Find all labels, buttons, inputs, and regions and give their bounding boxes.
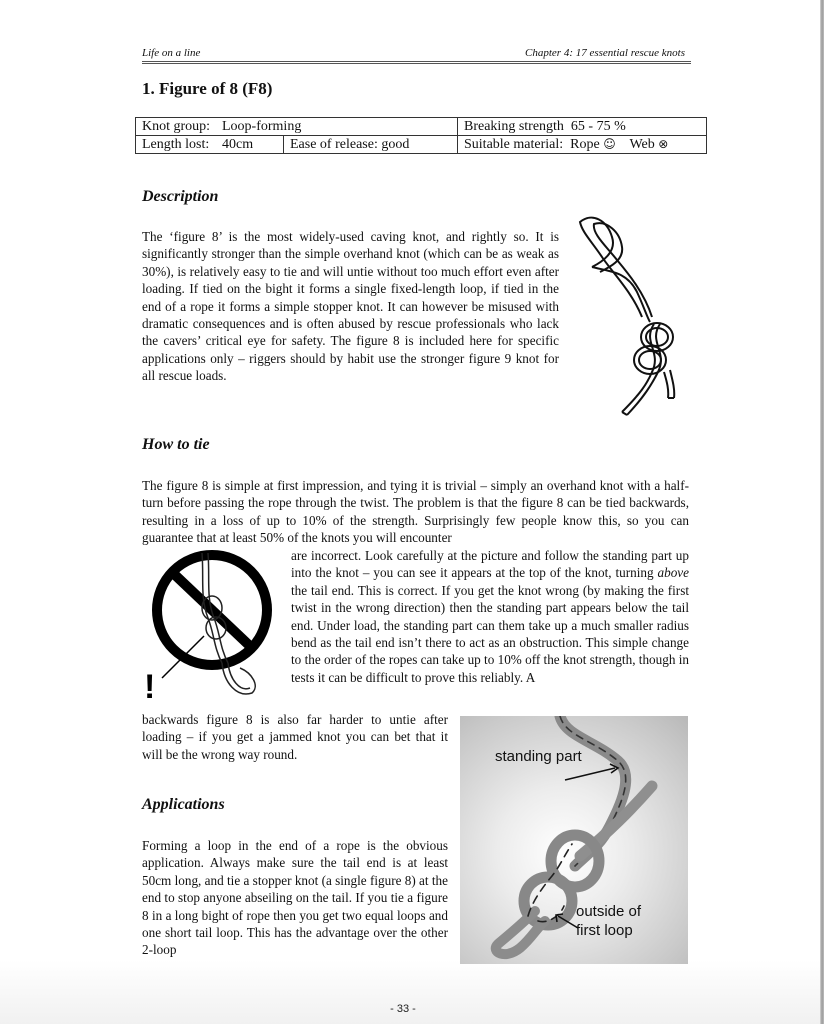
emphasis-above: above	[657, 565, 689, 581]
warning-exclamation-icon: !	[144, 668, 156, 706]
web-label: Web	[629, 137, 655, 152]
figure-8-knot-illustration	[572, 212, 697, 422]
running-header	[142, 45, 691, 64]
suitable-material-cell	[458, 136, 707, 154]
length-lost-label: Length lost:	[142, 136, 210, 152]
length-lost-value: 40cm	[222, 136, 254, 152]
knot-group-value: Loop-forming	[222, 118, 302, 134]
header-book-title: Life on a line	[142, 47, 201, 59]
incorrect-knot-prohibition-illustration	[142, 548, 282, 706]
knot-title: 1. Figure of 8 (F8)	[142, 79, 273, 98]
how-to-tie-text: The figure 8 is simple at first impression, and tying it is trivial – simply an overhand knot with a half-turn before passing the rope through the twist. The problem is that the figure 8 can be tied backwards, resulting in a loss of up to 10% of the strength. Surprisingly few people know this, so you can guarantee that at least 50% of the knots you will encounter	[142, 478, 689, 546]
rope-label: Rope	[570, 137, 600, 152]
page-number: - 33 -	[390, 1003, 416, 1015]
photo-label-outside-of: outside of	[576, 903, 642, 920]
how-to-tie-text-beside-figure	[291, 547, 689, 686]
photo-label-first-loop: first loop	[576, 922, 633, 939]
suitable-material-label: Suitable material:	[464, 137, 564, 152]
how-to-tie-heading: How to tie	[142, 436, 210, 453]
how-to-tie-text-part-2: the tail end. This is correct. If you get the knot wrong (by making the first twist in the wrong direction) then the standing part appears below the tail end. Under load, the standing part can them take up a much smaller radius bend as the tail end isn’t there to act as an obstruction. This simple change to the order of the ropes can take up to 10% off the knot strength, though in tests it can be difficult to prove this reliably. A	[291, 582, 689, 685]
circled-x-icon: ⊗	[658, 137, 669, 151]
ease-of-release-cell: Ease of release: good	[284, 136, 458, 154]
header-chapter-title: Chapter 4: 17 essential rescue knots	[525, 47, 685, 59]
breaking-strength-label: Breaking strength	[464, 118, 564, 134]
figure-8-knot-photo	[460, 716, 688, 964]
knot-group-cell	[136, 118, 458, 136]
knot-properties-table	[135, 117, 707, 154]
length-lost-cell	[136, 136, 284, 154]
window-edge-scrollbar[interactable]	[820, 0, 824, 1024]
table-row	[136, 136, 707, 154]
knot-group-label: Knot group:	[142, 118, 211, 134]
description-heading: Description	[142, 188, 219, 205]
breaking-strength-value: 65 - 75 %	[570, 118, 626, 134]
photo-label-standing-part: standing part	[495, 748, 582, 765]
applications-heading: Applications	[142, 796, 225, 813]
smiley-icon: ☺	[603, 137, 616, 151]
how-to-tie-text-continued: backwards figure 8 is also far harder to untie after loading – if you get a jammed knot you can bet that it will be the wrong way round.	[142, 712, 448, 762]
breaking-strength-cell	[458, 118, 707, 136]
table-row	[136, 118, 707, 136]
applications-text: Forming a loop in the end of a rope is the obvious application. Always make sure the tail end is at least 50cm long, and tie a stopper knot (a single figure 8) at the end to stop anyone abseiling on the tail. If you tie a figure 8 in a long bight of rope then you get two equal loops and one short tail loop. This has the advantage over the other 2-loop	[142, 838, 448, 958]
description-text: The ‘figure 8’ is the most widely-used caving knot, and rightly so. It is significantly stronger than the simple overhand knot (which can be as weak as 30%), is relatively easy to tie and will untie without too much effort even after loading. If tied on the bight it forms a single fixed-length loop, if tied in the end of a rope it forms a simple stopper knot. It can however be misused with dramatic consequences and is often abused by rescue professionals who lack the cavers’ critical eye for safety. The figure 8 is included here for specific applications only – riggers should by habit use the stronger figure 9 knot for all rescue loads.	[142, 229, 559, 384]
how-to-tie-text-part-1: are incorrect. Look carefully at the picture and follow the standing part up into the knot – you can see it appears at the top of the knot, turning	[291, 548, 689, 581]
